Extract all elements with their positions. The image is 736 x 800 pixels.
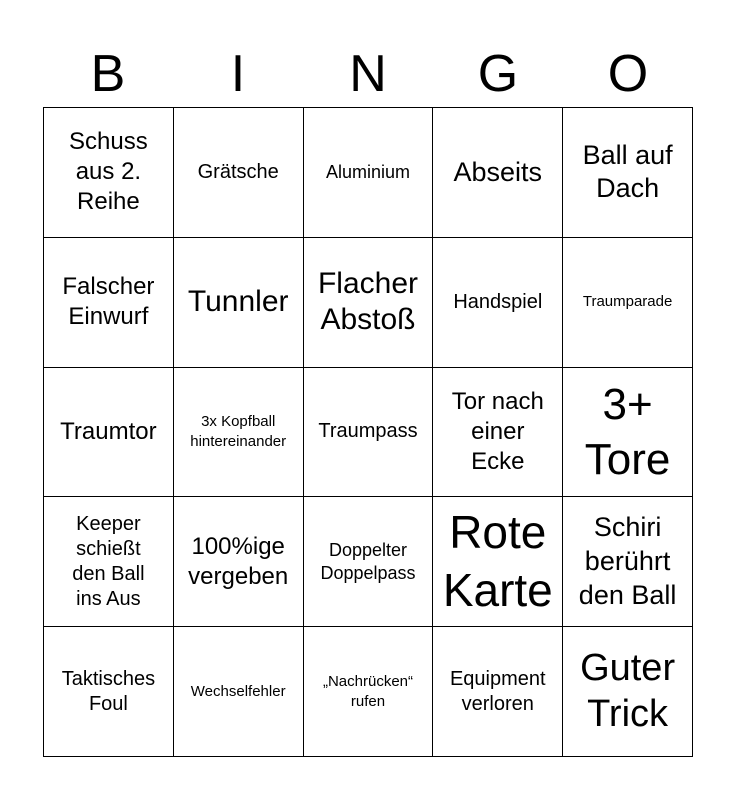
bingo-cell[interactable]: Schiri berührt den Ball	[563, 497, 693, 627]
bingo-cell[interactable]: Traumparade	[563, 238, 693, 368]
bingo-cell[interactable]: 100%ige vergeben	[174, 497, 304, 627]
bingo-cell[interactable]: Doppelter Doppelpass	[304, 497, 434, 627]
bingo-cell[interactable]: Tor nach einer Ecke	[433, 368, 563, 498]
bingo-cell[interactable]: Tunnler	[174, 238, 304, 368]
header-letter-b: B	[90, 45, 126, 103]
bingo-cell[interactable]: Schuss aus 2. Reihe	[44, 108, 174, 238]
bingo-cell[interactable]: Taktisches Foul	[44, 627, 174, 757]
bingo-cell[interactable]: „Nachrücken“ rufen	[304, 627, 434, 757]
bingo-cell[interactable]: Grätsche	[174, 108, 304, 238]
bingo-cell[interactable]: Flacher Abstoß	[304, 238, 434, 368]
bingo-cell[interactable]: Wechselfehler	[174, 627, 304, 757]
bingo-cell[interactable]: Equipment verloren	[433, 627, 563, 757]
header-letter-n: N	[349, 45, 387, 103]
bingo-cell[interactable]: Traumpass	[304, 368, 434, 498]
bingo-cell[interactable]: Falscher Einwurf	[44, 238, 174, 368]
bingo-cell[interactable]: Keeper schießt den Ball ins Aus	[44, 497, 174, 627]
bingo-cell[interactable]: 3x Kopfball hintereinander	[174, 368, 304, 498]
bingo-cell[interactable]: Rote Karte	[433, 497, 563, 627]
bingo-grid	[43, 107, 693, 757]
header-letter-o: O	[607, 45, 649, 103]
bingo-cell[interactable]: Handspiel	[433, 238, 563, 368]
bingo-cell[interactable]: 3+ Tore	[563, 368, 693, 498]
bingo-cell[interactable]: Ball auf Dach	[563, 108, 693, 238]
bingo-cell[interactable]: Traumtor	[44, 368, 174, 498]
header-letter-g: G	[477, 45, 519, 103]
bingo-header	[43, 40, 693, 108]
bingo-cell[interactable]: Aluminium	[304, 108, 434, 238]
header-letter-i: I	[230, 45, 246, 103]
bingo-cell[interactable]: Guter Trick	[563, 627, 693, 757]
bingo-cell[interactable]: Abseits	[433, 108, 563, 238]
